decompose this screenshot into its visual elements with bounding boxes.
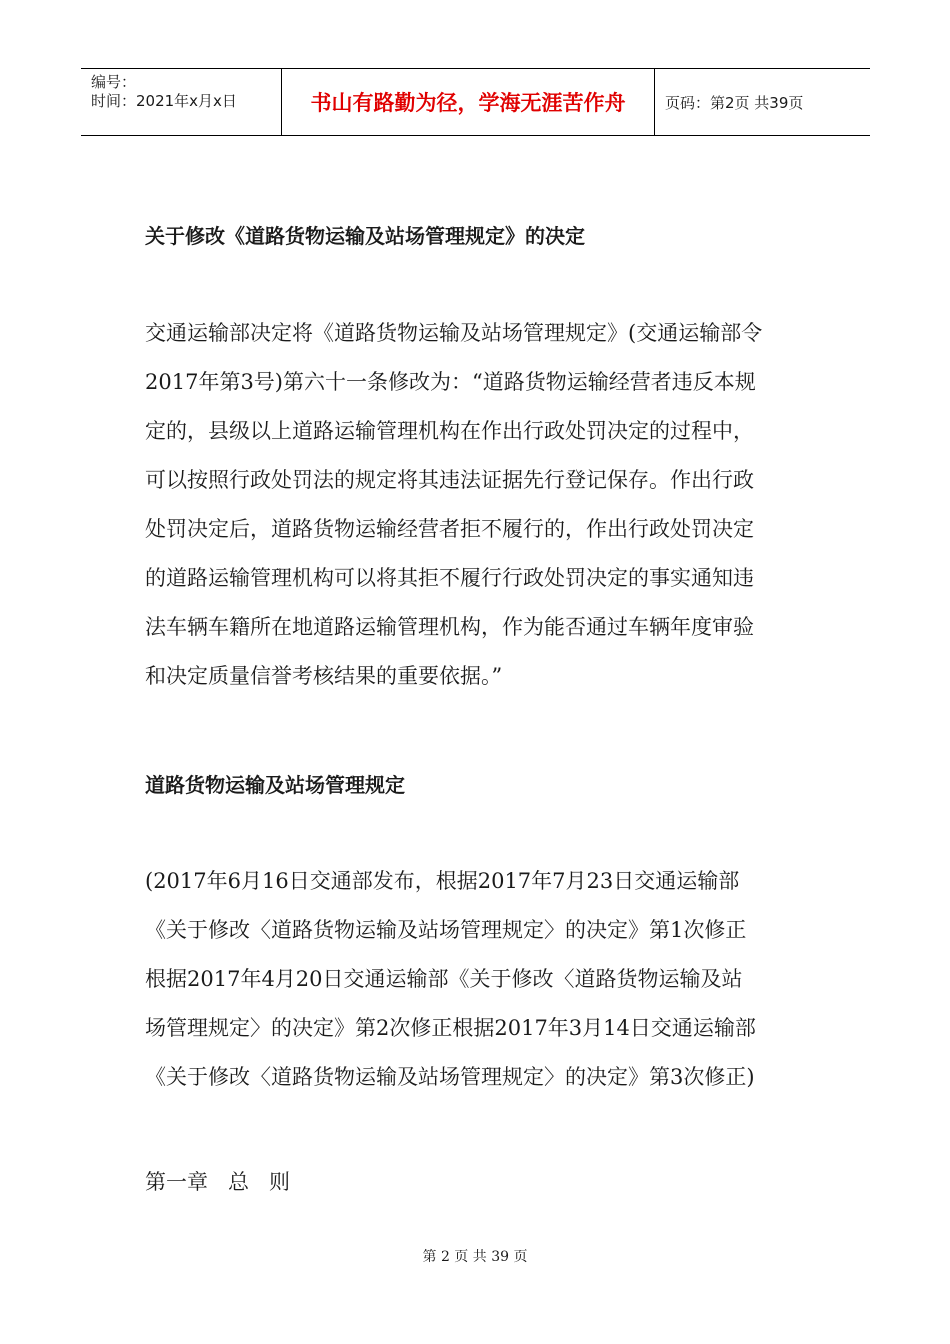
section2-title: 道路货物运输及站场管理规定 — [145, 773, 405, 797]
header-meta — [81, 69, 281, 135]
paragraph-line: 2017年第3号)第六十一条修改为：“道路货物运输经营者违反本规 — [145, 370, 756, 394]
paragraph-line: 和决定质量信誉考核结果的重要依据。” — [145, 664, 503, 688]
page-footer: 第 2 页 共 39 页 — [422, 1249, 528, 1265]
paragraph-line: 法车辆车籍所在地道路运输管理机构，作为能否通过车辆年度审验 — [145, 615, 754, 639]
paragraph-line: 的道路运输管理机构可以将其拒不履行行政处罚决定的事实通知违 — [145, 566, 754, 590]
paragraph-line: 可以按照行政处罚法的规定将其违法证据先行登记保存。作出行政 — [145, 468, 754, 492]
header-table — [81, 68, 870, 136]
paragraph-line: (2017年6月16日交通部发布，根据2017年7月23日交通运输部 — [145, 869, 740, 893]
paragraph-line: 交通运输部决定将《道路货物运输及站场管理规定》(交通运输部令 — [145, 321, 763, 345]
section1-title: 关于修改《道路货物运输及站场管理规定》的决定 — [145, 224, 585, 248]
paragraph-line: 根据2017年4月20日交通运输部《关于修改〈道路货物运输及站 — [145, 967, 743, 991]
number-label: 编号： — [91, 73, 137, 91]
time-label: 时间：2021年x月x日 — [91, 92, 237, 110]
paragraph-line: 《关于修改〈道路货物运输及站场管理规定〉的决定》第1次修正 — [145, 918, 747, 942]
paragraph-line: 定的，县级以上道路运输管理机构在作出行政处罚决定的过程中， — [145, 419, 754, 443]
chapter-heading: 第一章 总 则 — [145, 1170, 291, 1194]
paragraph-line: 处罚决定后，道路货物运输经营者拒不履行的，作出行政处罚决定 — [145, 517, 754, 541]
header-page-info: 页码：第2页 共39页 — [665, 93, 804, 112]
section1-body — [145, 309, 810, 701]
paragraph-line: 场管理规定〉的决定》第2次修正根据2017年3月14日交通运输部 — [145, 1016, 756, 1040]
paragraph-line: 《关于修改〈道路货物运输及站场管理规定〉的决定》第3次修正) — [145, 1065, 755, 1089]
header-motto: 书山有路勤为径，学海无涯苦作舟 — [281, 69, 655, 135]
section2-body — [145, 857, 810, 1102]
